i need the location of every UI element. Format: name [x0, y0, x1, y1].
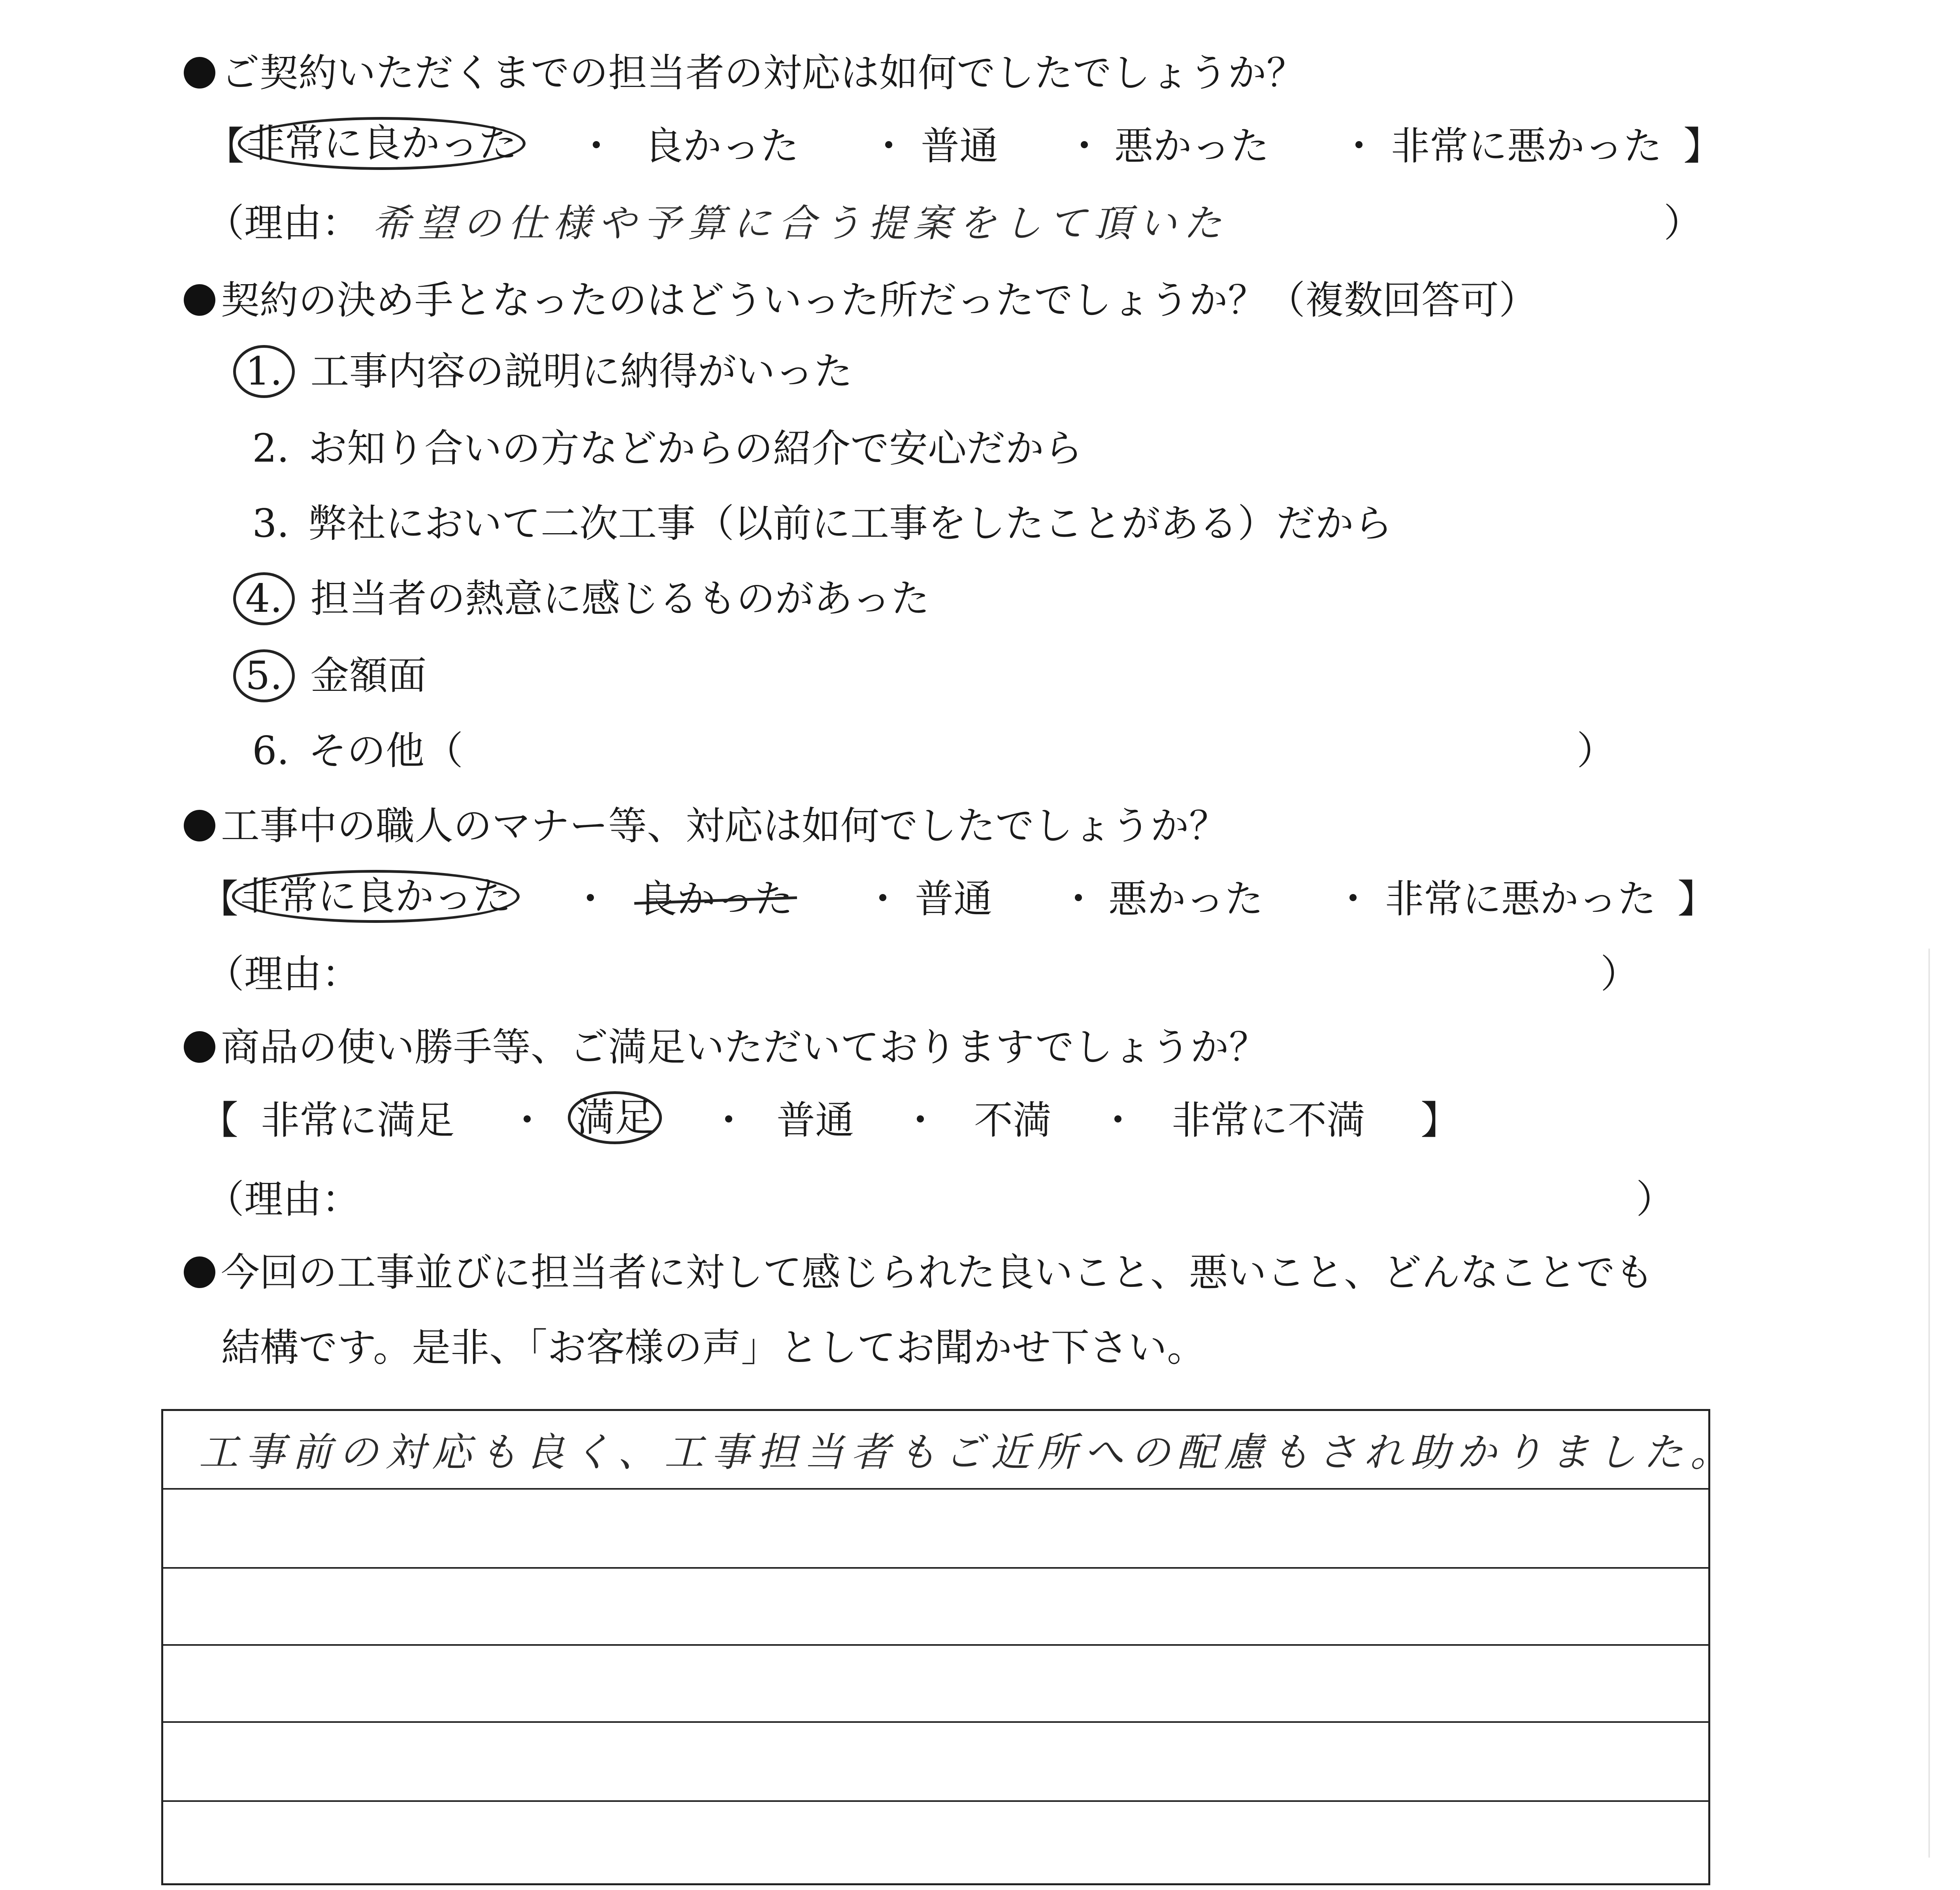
bracket-close: 】 [1677, 877, 1717, 922]
separator: ・ [863, 877, 903, 922]
q3-option-very-bad[interactable]: 非常に悪かった [1385, 877, 1657, 922]
bracket-close: 】 [1421, 1098, 1460, 1143]
q2-item-6[interactable]: 6. その他（ [233, 727, 463, 775]
q1-option-very-good[interactable]: 非常に良かった [238, 117, 526, 170]
q3-reason: （理由： [205, 952, 361, 997]
q3-option-normal[interactable]: 普通 [915, 877, 993, 922]
q2-item-4[interactable]: 4. 担当者の熱意に感じるものがあった [233, 575, 930, 622]
q1-option-bad[interactable]: 悪かった [1114, 124, 1270, 169]
ruled-line [163, 1721, 1708, 1723]
bullet-icon [184, 1256, 215, 1288]
q1-option-very-bad[interactable]: 非常に悪かった [1391, 124, 1662, 169]
separator: ・ [1059, 877, 1098, 922]
q4-option-very-satisfied[interactable]: 非常に満足 [261, 1098, 455, 1143]
ruled-line [163, 1800, 1708, 1802]
q4-option-very-dissatisfied[interactable]: 非常に不満 [1172, 1098, 1366, 1143]
separator: ・ [869, 124, 908, 169]
question-4: 商品の使い勝手等、ご満足いただいておりますでしょうか？ [184, 1024, 1268, 1071]
bullet-icon [184, 57, 215, 89]
separator: ・ [901, 1098, 940, 1143]
ruled-line [163, 1488, 1708, 1490]
q1-option-normal[interactable]: 普通 [921, 124, 999, 169]
q2-item-6-number: 6. [252, 728, 289, 773]
comment-box[interactable] [161, 1409, 1737, 1885]
q4-option-satisfied[interactable]: 満足 [568, 1091, 662, 1144]
bracket-open: 【 [205, 124, 245, 169]
ruled-line [163, 1567, 1708, 1569]
q1-reason: （理由： 希望の仕様や予算に合う提案をして頂いた [205, 201, 1229, 246]
separator: ・ [1340, 124, 1379, 169]
bullet-icon [184, 810, 215, 841]
q2-item-2[interactable]: 2. お知り合いの方などからの紹介で安心だから [233, 425, 1083, 472]
separator: ・ [571, 877, 610, 922]
separator: ・ [577, 124, 616, 169]
q1-reason-handwriting[interactable]: 希望の仕様や予算に合う提案をして頂いた [373, 201, 1229, 245]
q4-reason: （理由： [205, 1177, 361, 1222]
q1-reason-close: ） [1664, 201, 1703, 246]
separator: ・ [508, 1098, 547, 1143]
q1-option-good[interactable]: 良かった [644, 124, 799, 169]
q2-item-3-number: 3. [252, 501, 289, 546]
q2-item-1[interactable]: 1. 工事内容の説明に納得がいった [233, 348, 853, 395]
question-2: 契約の決め手となったのはどういった所だったでしょうか？（複数回答可） [184, 277, 1538, 324]
separator: ・ [1099, 1098, 1138, 1143]
q2-item-2-number: 2. [252, 426, 289, 471]
question-3: 工事中の職人のマナー等、対応は如何でしたでしょうか？ [184, 802, 1228, 850]
q2-item-4-number: 4. [233, 572, 295, 625]
q3-option-bad[interactable]: 悪かった [1108, 877, 1264, 922]
q4-option-dissatisfied[interactable]: 不満 [974, 1098, 1052, 1143]
separator: ・ [709, 1098, 748, 1143]
separator: ・ [1334, 877, 1373, 922]
scan-edge-divider [1928, 949, 1930, 1858]
separator: ・ [1065, 124, 1104, 169]
bracket-open: 【 [200, 877, 239, 922]
q3-option-good-struck[interactable]: 良かった [638, 875, 793, 923]
q2-item-3[interactable]: 3. 弊社において二次工事（以前に工事をしたことがある）だから [233, 500, 1393, 547]
ruled-line [163, 1644, 1708, 1646]
q4-options [200, 1097, 1701, 1148]
bullet-icon [184, 284, 215, 316]
q1-options [205, 121, 1723, 174]
q4-reason-close: ） [1636, 1177, 1675, 1222]
q2-item-5-number: 5. [233, 649, 295, 702]
q4-option-normal[interactable]: 普通 [776, 1098, 854, 1143]
q3-option-very-good[interactable]: 非常に良かった [232, 870, 520, 923]
question-1: ご契約いただくまでの担当者の対応は如何でしたでしょうか？ [184, 49, 1305, 97]
q2-item-5[interactable]: 5. 金額面 [233, 652, 427, 700]
bracket-close: 】 [1683, 124, 1723, 169]
question-5-line2: 結構です。是非、「お客様の声」としてお聞かせ下さい。 [221, 1325, 1206, 1370]
q2-other-close: ） [1577, 728, 1616, 773]
q3-options [200, 874, 1717, 927]
question-5: 今回の工事並びに担当者に対して感じられた良いこと、悪いこと、どんなことでも [184, 1249, 1654, 1296]
bullet-icon [184, 1031, 215, 1063]
q2-item-1-number: 1. [233, 345, 295, 398]
q3-reason-close: ） [1600, 952, 1640, 997]
comment-handwriting: 工事前の対応も良く、工事担当者もご近所への配慮もされ助かりました。 [199, 1429, 1737, 1475]
bracket-open: 【 [200, 1098, 239, 1143]
